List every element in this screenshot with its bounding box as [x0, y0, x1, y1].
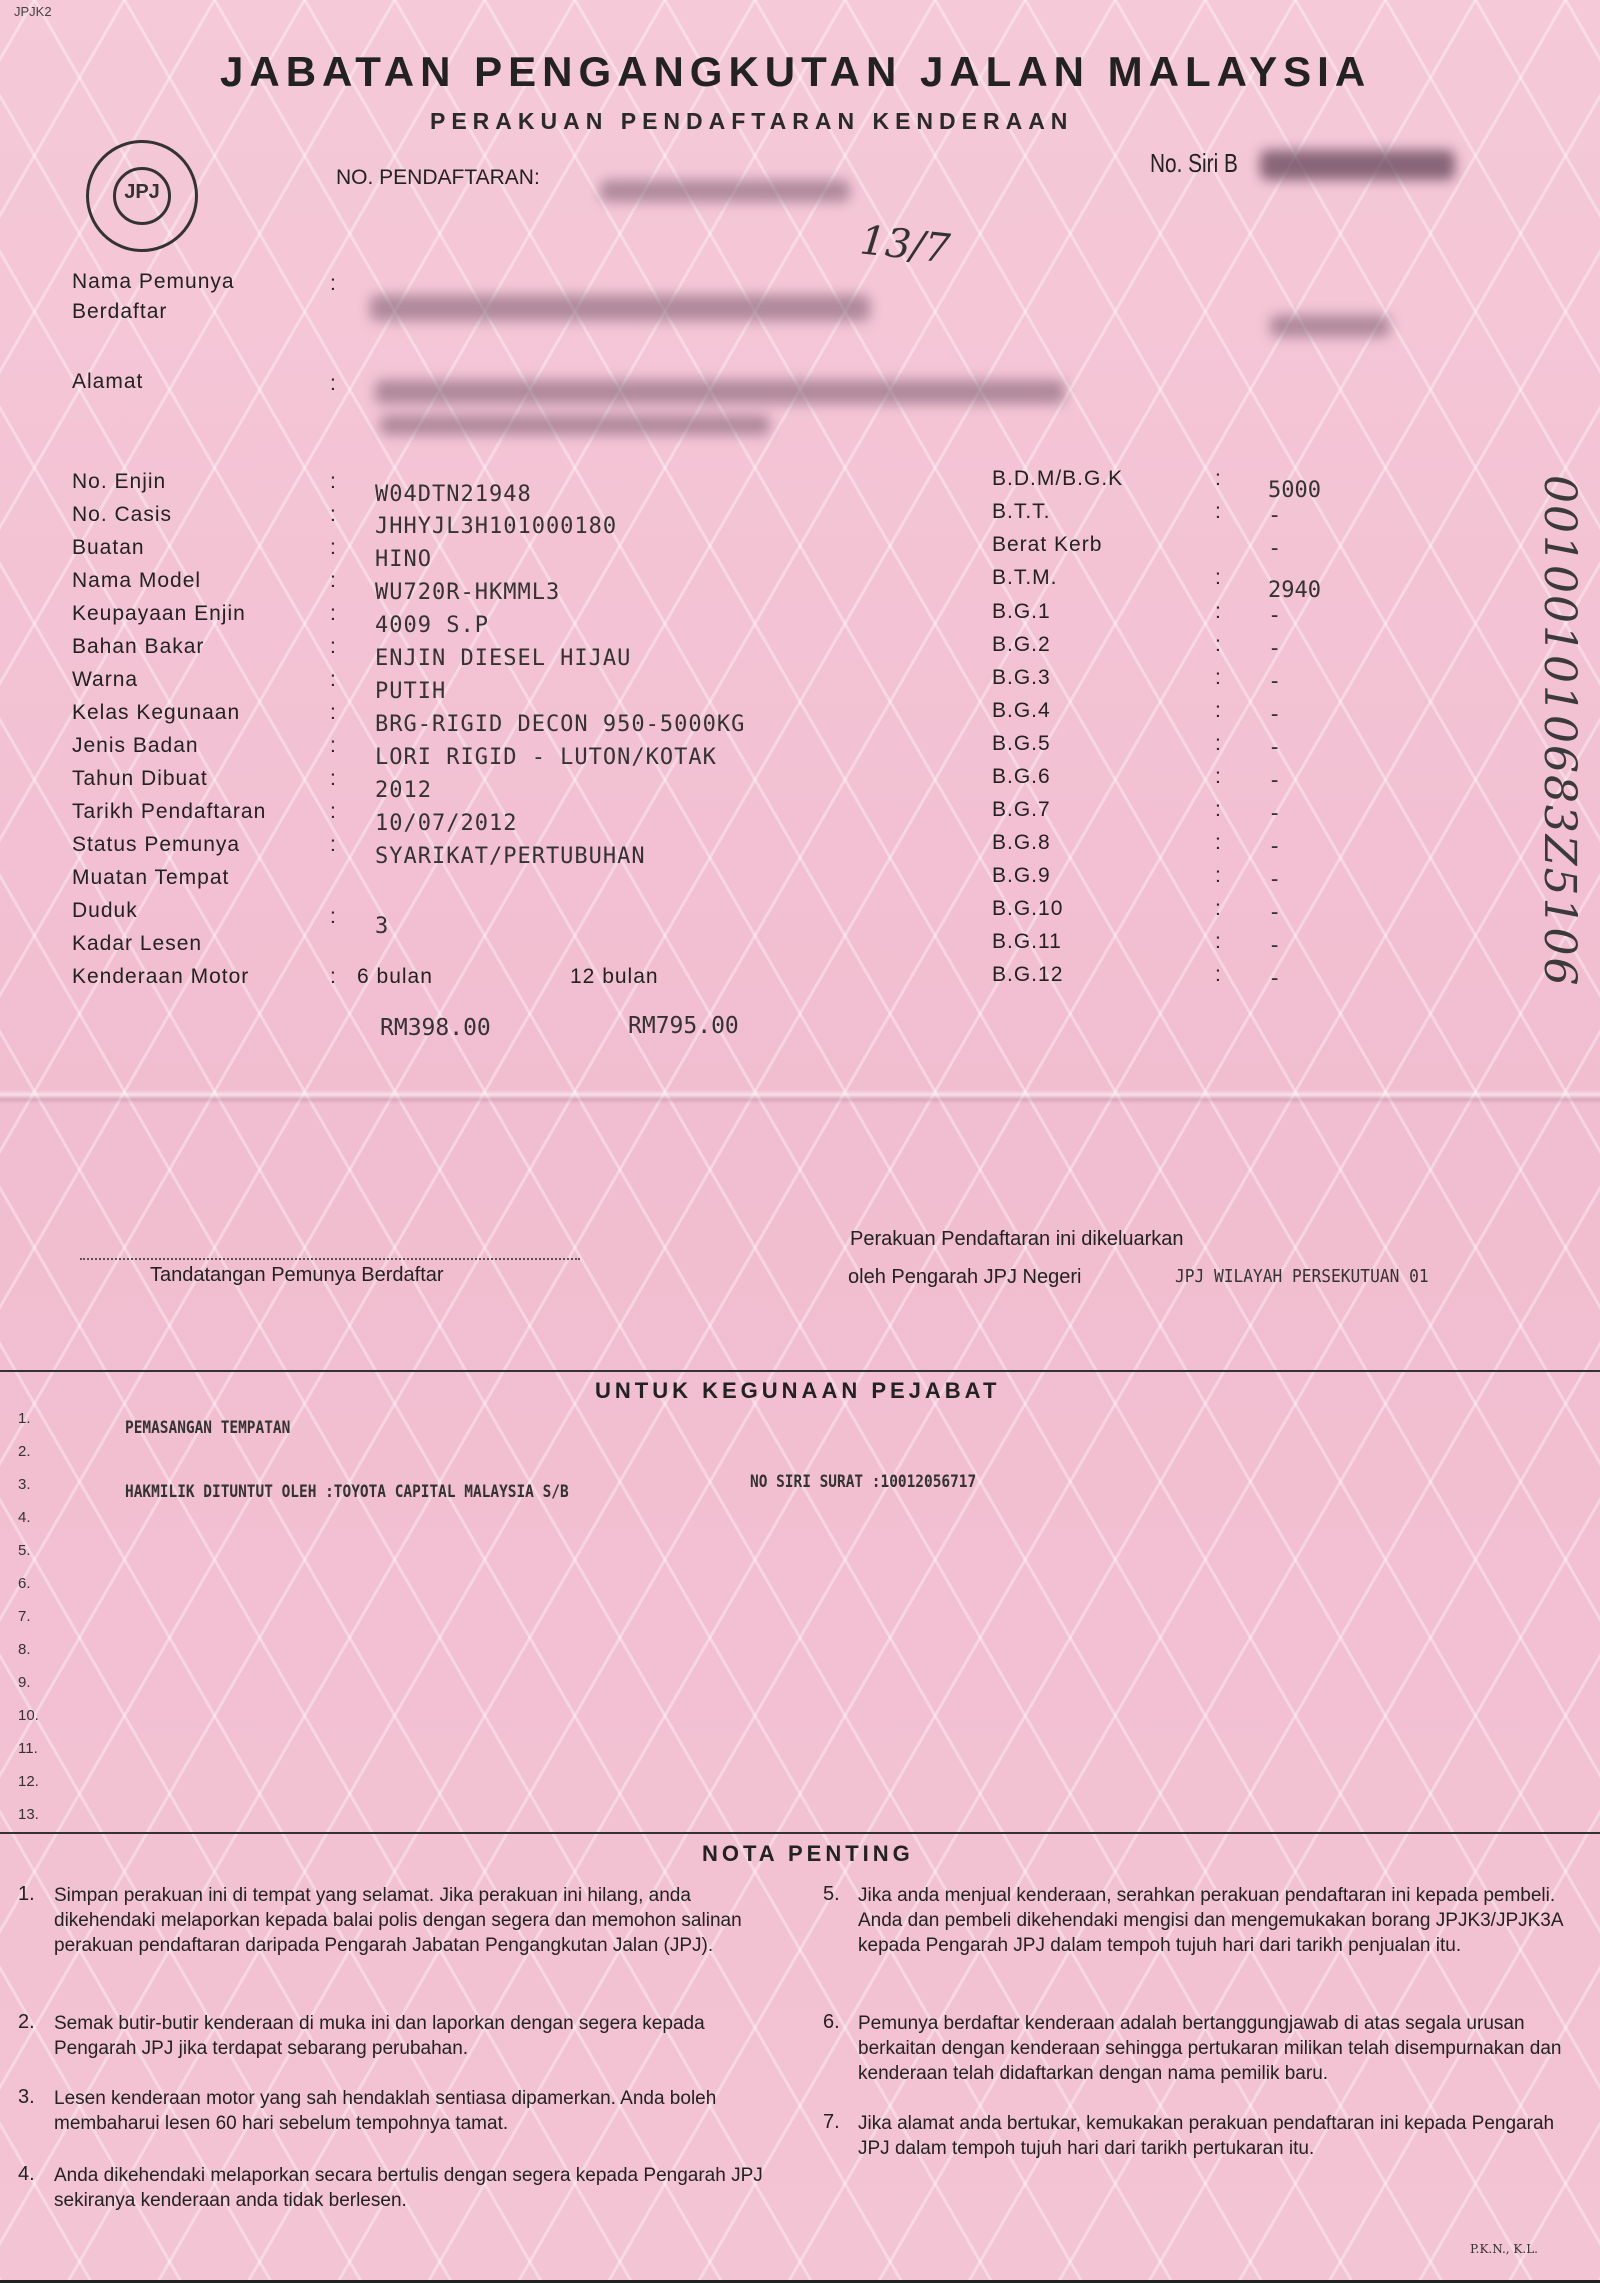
vehicle-label: Buatan	[72, 536, 145, 559]
office-line-number: 8.	[18, 1641, 31, 1658]
address-colon: :	[330, 372, 336, 395]
weight-value: -	[1268, 900, 1282, 925]
vehicle-label: Muatan Tempat	[72, 866, 230, 889]
note-text: Pemunya berdaftar kenderaan adalah bertanggungjawab di atas segala urusan berkaitan dengan kenderaan sehingga pertukaran milikan telah disempurnakan dan kenderaan telah didaftarkan dengan nama pemilik baru.	[858, 2013, 1562, 2084]
vehicle-label: Tahun Dibuat	[72, 767, 208, 790]
vehicle-value: LORI RIGID - LUTON/KOTAK	[375, 745, 717, 770]
vehicle-value: 4009 S.P	[375, 613, 489, 638]
colon: :	[1215, 831, 1221, 854]
redacted-owner-name	[370, 295, 870, 321]
note-number: 3.	[18, 2086, 35, 2108]
vehicle-label: Jenis Badan	[72, 734, 199, 757]
vehicle-value: BRG-RIGID DECON 950-5000KG	[375, 712, 746, 737]
weight-value: -	[1268, 834, 1282, 859]
colon: :	[1215, 500, 1221, 523]
vehicle-value: PUTIH	[375, 679, 447, 704]
vehicle-value: 2012	[375, 778, 432, 803]
weight-value: -	[1268, 966, 1282, 991]
weight-value: -	[1268, 702, 1282, 727]
weight-label: B.G.8	[992, 831, 1051, 854]
weight-value: 2940	[1268, 578, 1321, 603]
note-text: Anda dikehendaki melaporkan secara bertulis dengan segera kepada Pengarah JPJ sekiranya kenderaan anda tidak berlesen.	[54, 2165, 763, 2211]
colon: :	[1215, 930, 1221, 953]
weight-label: B.T.T.	[992, 500, 1051, 523]
weight-label: B.D.M/B.G.K	[992, 467, 1124, 490]
vehicle-label: Tarikh Pendaftaran	[72, 800, 267, 823]
vehicle-label: Nama Model	[72, 569, 202, 592]
office-line-number: 5.	[18, 1542, 31, 1559]
vehicle-value: SYARIKAT/PERTUBUHAN	[375, 844, 646, 869]
vehicle-label: Status Pemunya	[72, 833, 241, 856]
colon: :	[330, 965, 336, 988]
weight-label: B.T.M.	[992, 566, 1058, 589]
office-entry-3-letter-no: NO SIRI SURAT :10012056717	[750, 1472, 977, 1492]
logo-letters: JPJ	[124, 181, 160, 203]
issued-by-line-2: oleh Pengarah JPJ Negeri	[848, 1266, 1082, 1288]
document-title: JABATAN PENGANGKUTAN JALAN MALAYSIA	[220, 48, 1372, 95]
note-text: Lesen kenderaan motor yang sah hendaklah sentiasa dipamerkan. Anda boleh membaharui lesen 60 hari sebelum tempohnya tamat.	[54, 2088, 717, 2134]
weight-label: B.G.12	[992, 963, 1064, 986]
colon: :	[330, 602, 336, 625]
licence-fee-6: RM398.00	[380, 1015, 491, 1041]
notes-title: NOTA PENTING	[702, 1841, 914, 1866]
weight-value: -	[1268, 669, 1282, 694]
document-subtitle: PERAKUAN PENDAFTARAN KENDERAAN	[430, 108, 1074, 134]
licence-period-12: 12 bulan	[570, 965, 659, 988]
weight-label: B.G.6	[992, 765, 1051, 788]
weight-label: B.G.1	[992, 600, 1051, 623]
note-number: 7.	[823, 2111, 840, 2133]
note-number: 6.	[823, 2011, 840, 2033]
colon: :	[1215, 897, 1221, 920]
office-line-number: 9.	[18, 1674, 31, 1691]
colon: :	[330, 536, 336, 559]
weight-value: -	[1268, 503, 1282, 528]
colon: :	[1215, 666, 1221, 689]
colon: :	[330, 470, 336, 493]
vehicle-label: Duduk	[72, 899, 138, 922]
vehicle-label: Keupayaan Enjin	[72, 602, 246, 625]
weight-label: B.G.11	[992, 930, 1062, 953]
colon: :	[330, 635, 336, 658]
weight-label: B.G.4	[992, 699, 1051, 722]
office-line-number: 3.	[18, 1476, 31, 1493]
weight-label: B.G.2	[992, 633, 1051, 656]
section-divider	[0, 1832, 1600, 1834]
colon: :	[1215, 765, 1221, 788]
jpj-logo-icon	[86, 140, 198, 252]
redacted-serial-no	[1260, 150, 1455, 180]
licence-label: Kenderaan Motor	[72, 965, 250, 988]
weight-value: -	[1268, 636, 1282, 661]
handwritten-note: 13/7	[857, 217, 952, 273]
vehicle-label: Warna	[72, 668, 139, 691]
vehicle-label: Kadar Lesen	[72, 932, 203, 955]
note-text: Jika anda menjual kenderaan, serahkan perakuan pendaftaran ini kepada pembeli. Anda dan pembeli dikehendaki mengisi dan mengemukakan borang JPJK3/JPJK3A kepada Pengarah JPJ dalam tempoh tujuh hari dari tarikh penjualan itu.	[858, 1885, 1563, 1956]
note-text: Simpan perakuan ini di tempat yang selamat. Jika perakuan ini hilang, anda dikehendaki melaporkan kepada balai polis dengan segera dan memohon salinan perakuan pendaftaran daripada Pengarah Jabatan Pengangkutan Jalan (JPJ).	[54, 1885, 742, 1956]
colon: :	[1215, 798, 1221, 821]
office-line-number: 6.	[18, 1575, 31, 1592]
vehicle-value: WU720R-HKMML3	[375, 580, 561, 605]
office-line-number: 7.	[18, 1608, 31, 1625]
note-text: Jika alamat anda bertukar, kemukakan perakuan pendaftaran ini kepada Pengarah JPJ dalam tempoh tujuh hari dari tarikh pertukaran itu.	[858, 2113, 1555, 2159]
weight-value: -	[1268, 768, 1282, 793]
vehicle-label: No. Casis	[72, 503, 173, 526]
issued-by-line-1: Perakuan Pendaftaran ini dikeluarkan	[850, 1228, 1184, 1250]
office-line-number: 1.	[18, 1410, 31, 1427]
colon: :	[330, 833, 336, 856]
weight-value: -	[1268, 801, 1282, 826]
weight-label: B.G.9	[992, 864, 1051, 887]
note-number: 5.	[823, 1883, 840, 1905]
colon: :	[1215, 633, 1221, 656]
colon: :	[330, 569, 336, 592]
redacted-address-1	[375, 380, 1065, 404]
colon: :	[1215, 467, 1221, 490]
note-number: 1.	[18, 1883, 35, 1905]
weight-value: -	[1268, 603, 1282, 628]
office-line-number: 12.	[18, 1773, 39, 1790]
printer-code: P.K.N., K.L.	[1470, 2242, 1538, 2256]
licence-period-6: 6 bulan	[357, 965, 433, 988]
handwritten-side-serial: 001001010683Z5106	[1534, 475, 1585, 988]
section-divider	[0, 1370, 1600, 1372]
paper-fold-crease	[0, 1090, 1600, 1104]
colon: :	[1215, 732, 1221, 755]
weight-label: B.G.7	[992, 798, 1051, 821]
office-line-number: 2.	[18, 1443, 31, 1460]
vehicle-label: Bahan Bakar	[72, 635, 205, 658]
form-code: JPJK2	[14, 4, 52, 19]
office-entry-1: PEMASANGAN TEMPATAN	[125, 1418, 291, 1438]
colon: :	[330, 668, 336, 691]
vehicle-value: 3	[375, 914, 390, 939]
weight-value: -	[1268, 933, 1282, 958]
registration-no-label: NO. PENDAFTARAN:	[336, 166, 540, 189]
weight-value: -	[1268, 536, 1282, 561]
vehicle-label: No. Enjin	[72, 470, 167, 493]
vehicle-label: Kelas Kegunaan	[72, 701, 241, 724]
colon: :	[1215, 600, 1221, 623]
colon: :	[330, 734, 336, 757]
weight-label: Berat Kerb	[992, 533, 1103, 556]
colon: :	[330, 800, 336, 823]
redacted-owner-name-extra	[1270, 315, 1390, 337]
vehicle-value: ENJIN DIESEL HIJAU	[375, 646, 632, 671]
weight-label: B.G.10	[992, 897, 1064, 920]
redacted-address-2	[380, 415, 770, 435]
weight-value: -	[1268, 867, 1282, 892]
note-number: 2.	[18, 2011, 35, 2033]
vehicle-value: JHHYJL3H101000180	[375, 514, 618, 539]
weight-value: -	[1268, 735, 1282, 760]
owner-colon: :	[330, 272, 336, 295]
weight-value: 5000	[1268, 478, 1321, 503]
redacted-registration-no	[600, 180, 850, 202]
office-line-number: 13.	[18, 1806, 39, 1823]
colon: :	[330, 905, 336, 928]
colon: :	[330, 701, 336, 724]
colon: :	[1215, 566, 1221, 589]
office-line-number: 10.	[18, 1707, 39, 1724]
office-line-number: 11.	[18, 1740, 38, 1757]
address-label: Alamat	[72, 370, 144, 393]
colon: :	[1215, 699, 1221, 722]
issuing-office: JPJ WILAYAH PERSEKUTUAN 01	[1175, 1266, 1429, 1287]
colon: :	[1215, 864, 1221, 887]
vehicle-value: 10/07/2012	[375, 811, 518, 836]
note-number: 4.	[18, 2163, 35, 2185]
signature-line	[80, 1258, 580, 1260]
weight-label: B.G.5	[992, 732, 1051, 755]
owner-name-label-1: Nama Pemunya	[72, 270, 235, 293]
colon: :	[330, 503, 336, 526]
note-text: Semak butir-butir kenderaan di muka ini dan laporkan dengan segera kepada Pengarah JPJ jika terdapat sebarang perubahan.	[54, 2013, 705, 2059]
owner-signature-label: Tandatangan Pemunya Berdaftar	[150, 1264, 444, 1286]
owner-name-label-2: Berdaftar	[72, 300, 168, 323]
office-use-title: UNTUK KEGUNAAN PEJABAT	[595, 1378, 1001, 1403]
colon: :	[330, 767, 336, 790]
colon: :	[1215, 963, 1221, 986]
licence-fee-12: RM795.00	[628, 1013, 739, 1039]
office-entry-3-ownership: HAKMILIK DITUNTUT OLEH :TOYOTA CAPITAL MALAYSIA S/B	[125, 1482, 569, 1502]
vehicle-value: W04DTN21948	[375, 482, 532, 507]
weight-label: B.G.3	[992, 666, 1051, 689]
serial-no-label: No. Siri B	[1150, 148, 1238, 178]
vehicle-value: HINO	[375, 547, 432, 572]
office-line-number: 4.	[18, 1509, 31, 1526]
